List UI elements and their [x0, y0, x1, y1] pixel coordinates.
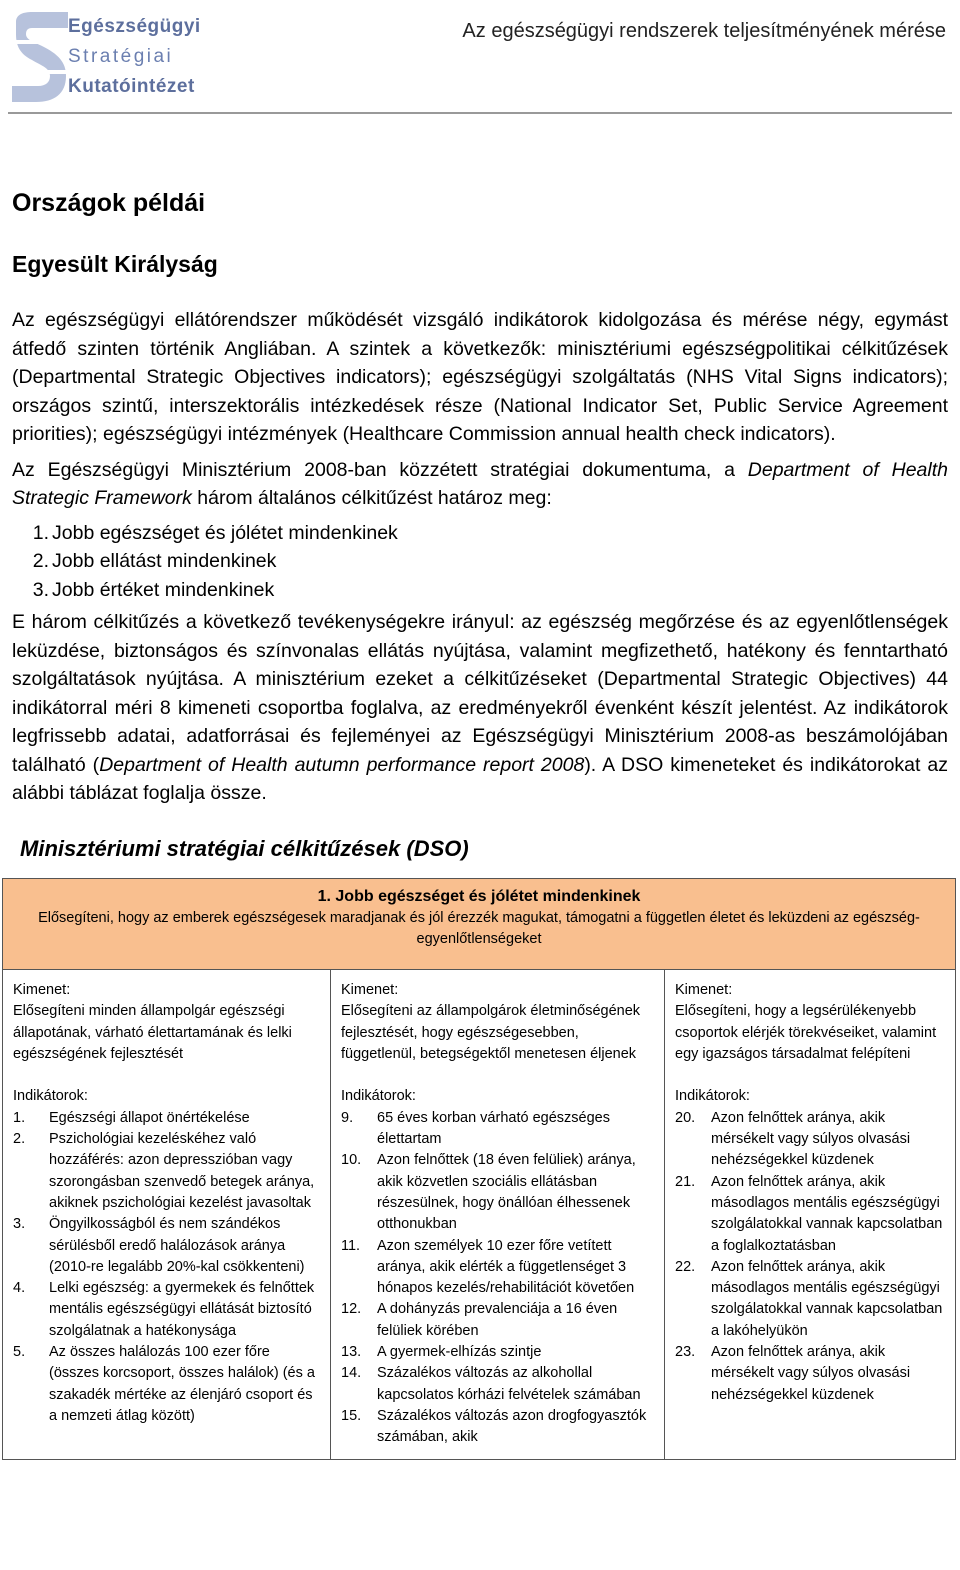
outcome-column-2 — [331, 970, 665, 1460]
indicator-text: 65 éves korban várható egészséges élettartam — [377, 1109, 610, 1148]
indicators-label: Indikátorok: — [13, 1088, 88, 1105]
indicator-text: Százalékos változás az alkohollal kapcsolatos kórházi felvételek számában — [377, 1365, 641, 1403]
dso-table — [2, 878, 956, 1460]
outcome-text: Elősegíteni, hogy a legsérülékenyebb csoportok elérjék törekvéseiket, valamint egy igazságos társadalmat felépíteni — [675, 1003, 937, 1062]
indicator-text: Százalékos változás azon drogfogyasztók számában, akik — [377, 1407, 647, 1446]
indicator-text: Azon felnőttek aránya, akik másodlagos mentális egészségügyi szolgálatokkal vannak kapcsolatban a lakóhelyükön — [711, 1258, 943, 1339]
indicator-number: 14. — [341, 1365, 362, 1382]
list-item — [341, 1406, 654, 1449]
goals-list — [12, 519, 948, 605]
outcome-text: Elősegíteni minden állampolgár egészségi állapotának, várható élettartamának és lelki egészségének fejlesztését — [13, 1003, 292, 1062]
objectives-paragraph — [12, 608, 948, 808]
framework-paragraph — [12, 456, 948, 513]
indicator-text: Azon személyek 10 ezer főre vetített aránya, akik elérték a függetlenséget 3 hónapos kezelés/rehabilitációt követően — [377, 1237, 635, 1297]
indicator-number: 1. — [13, 1109, 26, 1126]
goal-title: 1. Jobb egészséget és jólétet mindenkinek — [317, 888, 641, 905]
outcome-label: Kimenet: — [675, 982, 733, 998]
outcome-label: Kimenet: — [341, 982, 399, 998]
goal-number: 2. — [32, 550, 49, 572]
list-item — [675, 1342, 945, 1406]
table-title: Minisztériumi stratégiai célkitűzések (DSO) — [20, 835, 469, 861]
outcome-column-3 — [665, 970, 956, 1460]
list-item — [341, 1236, 654, 1300]
logo-line-3: Kutatóintézet — [68, 76, 195, 97]
intro-paragraph: Az egészségügyi ellátórendszer működését vizsgáló indikátorok kidolgozása és mérése négy, egymást átfedő szinten történik Angliában. A szintek a következők: minisztériumi egészségpolitikai célkitűzések (Departmental Strategic Objectives indicators); egészségügyi szolgáltatás (NHS Vital Signs indicators); országos szintű, interszektorális intézkedések része (National Indicator Set, Public Service Agreement priorities); egészségügyi intézmények (Healthcare Commission annual health check indicators). — [12, 309, 948, 445]
list-item — [13, 1108, 320, 1129]
goal-text: Jobb ellátást mindenkinek — [52, 550, 277, 572]
list-item — [13, 1278, 320, 1342]
indicator-number: 15. — [341, 1407, 362, 1424]
goal-number: 1. — [32, 521, 49, 544]
goal-description: Elősegíteni, hogy az emberek egészségesek maradjanak és jól érezzék magukat, támogatni a független életet és leküzdeni az egészség-egyenlőtlenségeket — [38, 910, 920, 948]
indicator-text: Lelki egészség: a gyermekek és felnőttek mentális egészségügyi ellátását biztosító szolgálatnak a hatékonysága — [49, 1280, 315, 1339]
indicator-number: 3. — [13, 1216, 26, 1233]
header-divider — [8, 112, 952, 114]
indicator-number: 12. — [341, 1301, 362, 1318]
indicator-text: Pszichológiai kezeléskéhez való hozzáférés: azon depresszióban vagy szorongásban szenvedő betegek aránya, akiknek pszichológiai kezelést javasoltak — [49, 1131, 315, 1211]
outcome-text: Elősegíteni az állampolgárok életminőségének fejlesztését, hogy egészségesebben, függetlenül, betegségektől menetesen éljenek — [341, 1003, 641, 1062]
indicator-text: Az összes halálozás 100 ezer főre (összes korcsoport, összes halálok) (és a szakadék mértéke az élenjáró csoport és a nemzeti átlag között) — [49, 1344, 315, 1424]
indicator-text: Azon felnőttek aránya, akik mérsékelt vagy súlyos olvasási nehézségekkel küzdenek — [711, 1344, 911, 1403]
outcome-column-1 — [3, 970, 331, 1460]
list-item — [13, 1214, 320, 1278]
indicator-text: Egészségi állapot önértékelése — [49, 1109, 250, 1126]
indicator-text: A dohányzás prevalenciája a 16 éven felüliek körében — [377, 1301, 618, 1339]
goal-number: 3. — [32, 578, 49, 601]
list-item — [13, 1129, 320, 1214]
goal-text: Jobb értéket mindenkinek — [52, 578, 275, 601]
indicator-number: 22. — [675, 1258, 696, 1275]
indicators-label: Indikátorok: — [341, 1088, 416, 1105]
indicator-text: A gyermek-elhízás szintje — [377, 1344, 542, 1361]
list-item — [13, 1342, 320, 1427]
objectives-text-a: E három célkitűzés a következő tevékenységekre irányul: az egészség megőrzése és az egyenlőtlenségek leküzdése, biztonságos és színvonalas ellátás nyújtása, valamint megfizethető, hatékony és fenntartható szolgáltatások nyújtása. A minisztérium ezeket a célkitűzéseket (Departmental Strategic Objectives) 44 indikátorral méri 8 kimeneti csoportba foglalva, az eredményekről évenként készít jelentést. Az indikátorok legfrissebb adatai, adatforrásai és fejleményei az Egészségügyi Minisztérium 2008-as beszámolójában található ( — [12, 611, 948, 776]
indicator-text: Azon felnőttek (18 éven felüliek) aránya, akik közvetlen szociális ellátásban részesülnek, hogy önállóan élhessenek otthonukban — [377, 1152, 636, 1233]
outcome-label: Kimenet: — [13, 982, 71, 998]
indicator-number: 5. — [13, 1344, 26, 1361]
list-item — [12, 576, 948, 605]
subsection-heading: Egyesült Királyság — [12, 251, 218, 277]
indicator-number: 4. — [13, 1280, 26, 1297]
list-item — [341, 1299, 654, 1342]
section-heading: Országok példái — [12, 189, 206, 217]
indicator-text: Azon felnőttek aránya, akik másodlagos mentális egészségügyi szolgálatokkal vannak kapcsolatban a foglalkoztatásban — [711, 1173, 943, 1254]
indicator-list — [13, 1108, 320, 1427]
indicator-number: 10. — [341, 1152, 362, 1169]
framework-text-a: Az Egészségügyi Minisztérium 2008-ban közzétett stratégiai dokumentuma, a — [12, 458, 748, 481]
indicator-number: 23. — [675, 1344, 696, 1361]
framework-title: Department of Health Strategic Framework — [12, 458, 948, 509]
objectives-text-b: ). A DSO kimeneteket és indikátorokat az alábbi táblázat foglalja össze. — [12, 753, 948, 804]
institute-logo — [10, 10, 210, 105]
goal-text: Jobb egészséget és jólétet mindenkinek — [52, 521, 398, 544]
report-title: Department of Health autumn performance report 2008 — [99, 753, 585, 776]
list-item — [341, 1363, 654, 1406]
indicator-number: 21. — [675, 1173, 696, 1190]
indicator-list — [675, 1108, 945, 1406]
indicator-number: 13. — [341, 1344, 362, 1361]
indicator-number: 9. — [341, 1109, 354, 1126]
logo-line-1: Egészségügyi — [68, 16, 201, 37]
list-item — [675, 1257, 945, 1342]
goal-header-cell — [3, 879, 956, 970]
running-header-title: Az egészségügyi rendszerek teljesítményének mérése — [462, 20, 946, 42]
indicator-number: 2. — [13, 1131, 26, 1148]
indicators-label: Indikátorok: — [675, 1088, 750, 1105]
list-item — [341, 1108, 654, 1151]
indicator-number: 20. — [675, 1109, 696, 1126]
framework-text-b: három általános célkitűzést határoz meg: — [191, 487, 552, 509]
logo-s-mark-icon — [10, 10, 70, 105]
document-body — [12, 186, 948, 864]
page-header — [0, 0, 960, 112]
list-item — [12, 519, 948, 548]
logo-line-2: Stratégiai — [68, 46, 174, 67]
indicator-number: 11. — [341, 1237, 361, 1254]
indicator-text: Öngyilkosságból és nem szándékos sérülésből eredő halálozások aránya (2010-re legalább 20%-kal csökkenteni) — [49, 1216, 305, 1275]
indicator-text: Azon felnőttek aránya, akik mérsékelt vagy súlyos olvasási nehézségekkel küzdenek — [711, 1109, 911, 1169]
list-item — [341, 1342, 654, 1363]
list-item — [675, 1108, 945, 1172]
list-item — [675, 1172, 945, 1257]
indicator-list — [341, 1108, 654, 1449]
list-item — [12, 547, 948, 576]
list-item — [341, 1150, 654, 1235]
